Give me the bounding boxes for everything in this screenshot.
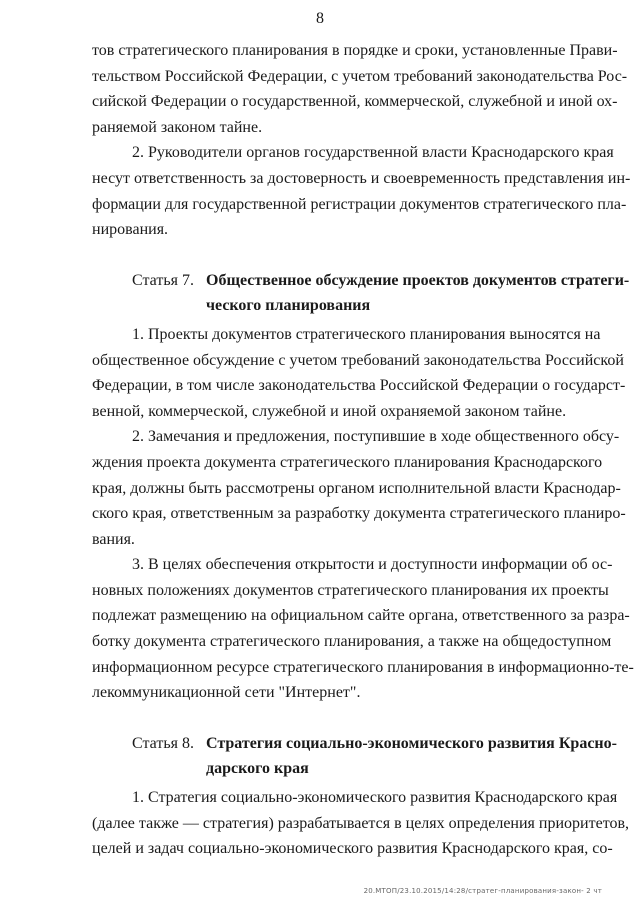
text-line: новных положениях документов стратегического планирования их проекты — [92, 581, 609, 599]
text-line: нирования. — [92, 221, 169, 239]
text-line: лекоммуникационной сети "Интернет". — [92, 684, 361, 702]
text-line: целей и задач социально-экономического развития Краснодарского края, со- — [92, 840, 613, 858]
text-line: (далее также — стратегия) разрабатывается в целях определения приоритетов, — [92, 814, 630, 832]
page-number: 8 — [316, 10, 324, 27]
paragraph-art6-item2 — [92, 140, 631, 242]
text-line: раняемой законом тайне. — [92, 118, 263, 136]
paragraph-art8-item1 — [92, 785, 630, 862]
article-title: Общественное обсуждение проектов документов стратеги- — [206, 271, 630, 289]
text-line: Федерации, в том числе законодательства Российской Федерации о государст- — [92, 377, 626, 395]
document-body — [92, 38, 634, 862]
text-line: 1. Проекты документов стратегического планирования выносятся на — [132, 325, 601, 343]
text-line: вания. — [92, 530, 135, 548]
text-line: венной, коммерческой, служебной и иной охраняемой законом тайне. — [92, 402, 567, 420]
text-line: сийской Федерации о государственной, коммерческой, служебной и иной ох- — [92, 93, 618, 111]
text-line: общественное обсуждение с учетом требований законодательства Российской — [92, 351, 624, 369]
text-line: 2. Замечания и предложения, поступившие в ходе общественного обсу- — [132, 428, 620, 446]
article-title-continuation: дарского края — [206, 760, 309, 778]
article-title-continuation: ческого планирования — [206, 297, 371, 315]
text-line: информационном ресурсе стратегического планирования в информационно-те- — [92, 658, 634, 676]
text-line: края, должны быть рассмотрены органом исполнительной власти Краснодар- — [92, 479, 621, 497]
text-line: ботку документа стратегического планирования, а также на общедоступном — [92, 633, 612, 651]
text-line: 1. Стратегия социально-экономического развития Краснодарского края — [132, 789, 618, 807]
footer-file-stamp: 20.МТОП/23.10.2015/14:28/стратег-планирования-закон- 2 чт — [363, 887, 602, 895]
text-line: формации для государственной регистрации документов стратегического пла- — [92, 195, 627, 213]
paragraph-art7-item1 — [92, 322, 626, 424]
article-title: Стратегия социально-экономического развития Красно- — [206, 734, 617, 752]
text-line: ского края, ответственным за разработку документа стратегического планиро- — [92, 505, 626, 523]
text-line: тов стратегического планирования в порядке и сроки, установленные Прави- — [92, 42, 618, 59]
text-line: 3. В целях обеспечения открытости и доступности информации об ос- — [132, 556, 613, 574]
article-label: Статья 8. — [132, 734, 194, 752]
article-7-heading — [92, 268, 630, 319]
text-line: подлежат размещению на официальном сайте органа, ответственного за разра- — [92, 607, 630, 625]
paragraph-continuation — [92, 38, 628, 140]
paragraph-art7-item3 — [92, 552, 634, 706]
text-line: 2. Руководители органов государственной власти Краснодарского края — [132, 144, 614, 162]
text-line: тельством Российской Федерации, с учетом требований законодательства Рос- — [92, 67, 628, 85]
text-line: ждения проекта документа стратегического планирования Краснодарского — [92, 453, 603, 471]
text-line: несут ответственность за достоверность и своевременность представления ин- — [92, 169, 631, 187]
article-8-heading — [92, 731, 617, 782]
article-label: Статья 7. — [132, 271, 194, 289]
paragraph-art7-item2 — [92, 424, 626, 552]
